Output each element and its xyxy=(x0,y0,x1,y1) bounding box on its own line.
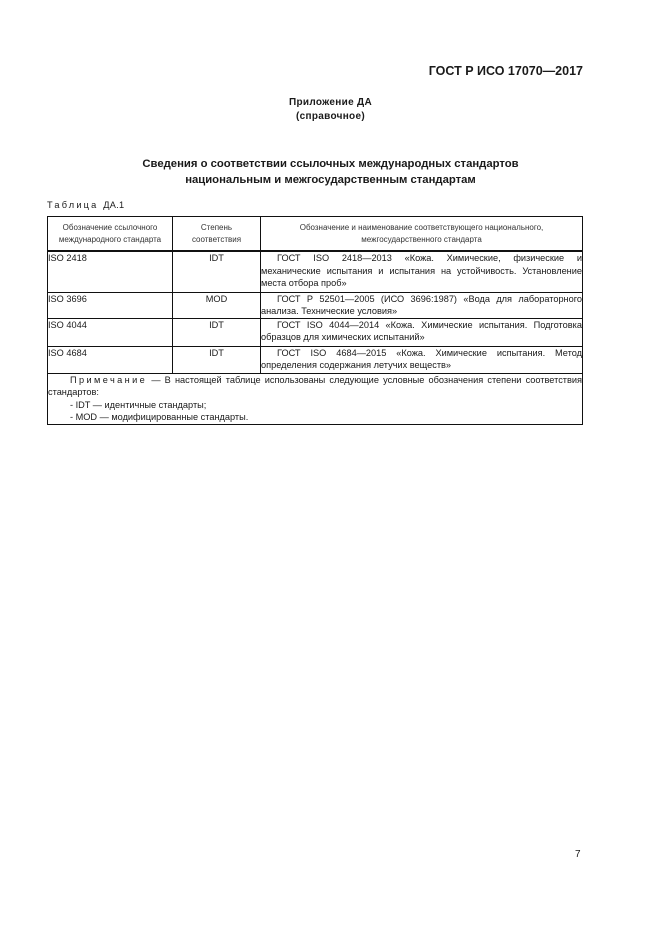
description-text: ГОСТ Р 52501—2005 (ИСО 3696:1987) «Вода для лабораторного анализа. Технические условия» xyxy=(261,293,582,316)
cell-degree: IDT xyxy=(173,346,261,373)
note-label: Примечание xyxy=(70,374,148,385)
column-header-line: межгосударственного стандарта xyxy=(361,234,482,244)
cell-description xyxy=(261,346,583,373)
table-header-row xyxy=(48,217,583,252)
section-title-line1: Сведения о соответствии ссылочных международных стандартов xyxy=(142,158,519,170)
table-row xyxy=(48,292,583,318)
note-paragraph xyxy=(48,374,582,399)
note-text: — В настоящей таблице использованы следующие условные обозначения степени соответствия стандартов: xyxy=(48,374,582,397)
note-item-mod: - MOD — модифицированные стандарты. xyxy=(70,412,249,422)
appendix-subtitle: (справочное) xyxy=(296,111,365,122)
table-caption-label: Таблица xyxy=(47,200,99,210)
document-code: ГОСТ Р ИСО 17070—2017 xyxy=(428,64,583,78)
cell-code: ISO 4684 xyxy=(48,346,173,373)
section-title xyxy=(0,156,661,188)
column-header-line: Обозначение ссылочного xyxy=(62,222,158,232)
column-header-degree xyxy=(173,217,261,252)
cell-code: ISO 4044 xyxy=(48,318,173,346)
cell-description xyxy=(261,292,583,318)
column-header-line: международного стандарта xyxy=(58,234,162,244)
cell-code: ISO 2418 xyxy=(48,251,173,292)
appendix-title: Приложение ДА xyxy=(289,97,372,108)
description-text: ГОСТ ISO 4684—2015 «Кожа. Химические испытания. Метод определения содержания летучих веществ» xyxy=(261,347,582,370)
cell-degree: IDT xyxy=(173,318,261,346)
note-item-idt: - IDT — идентичные стандарты; xyxy=(70,399,207,410)
table-note xyxy=(48,373,583,424)
cell-degree: IDT xyxy=(173,251,261,292)
section-title-line2: национальным и межгосударственным стандартам xyxy=(185,174,476,186)
table-note-row xyxy=(48,373,583,424)
table-row xyxy=(48,251,583,292)
description-text: ГОСТ ISO 2418—2013 «Кожа. Химические, физические и механические испытания и испытания на устойчивость. Установление места отбора проб» xyxy=(261,253,582,288)
cell-code: ISO 3696 xyxy=(48,292,173,318)
cell-degree: MOD xyxy=(173,292,261,318)
column-header-international-standard xyxy=(48,217,173,252)
table-caption xyxy=(47,200,124,210)
appendix-heading xyxy=(0,96,661,124)
column-header-national-standard xyxy=(261,217,583,252)
table-row xyxy=(48,318,583,346)
column-header-line: соответствия xyxy=(191,234,242,244)
table-caption-number: ДА.1 xyxy=(103,200,125,210)
column-header-line: Обозначение и наименование соответствующего национального, xyxy=(299,222,544,232)
cell-description xyxy=(261,318,583,346)
page-number: 7 xyxy=(575,849,581,860)
column-header-line: Степень xyxy=(200,222,233,232)
cell-description xyxy=(261,251,583,292)
standards-correspondence-table xyxy=(47,216,583,425)
description-text: ГОСТ ISO 4044—2014 «Кожа. Химические испытания. Подготовка образцов для химических испытаний» xyxy=(261,319,582,342)
table-row xyxy=(48,346,583,373)
